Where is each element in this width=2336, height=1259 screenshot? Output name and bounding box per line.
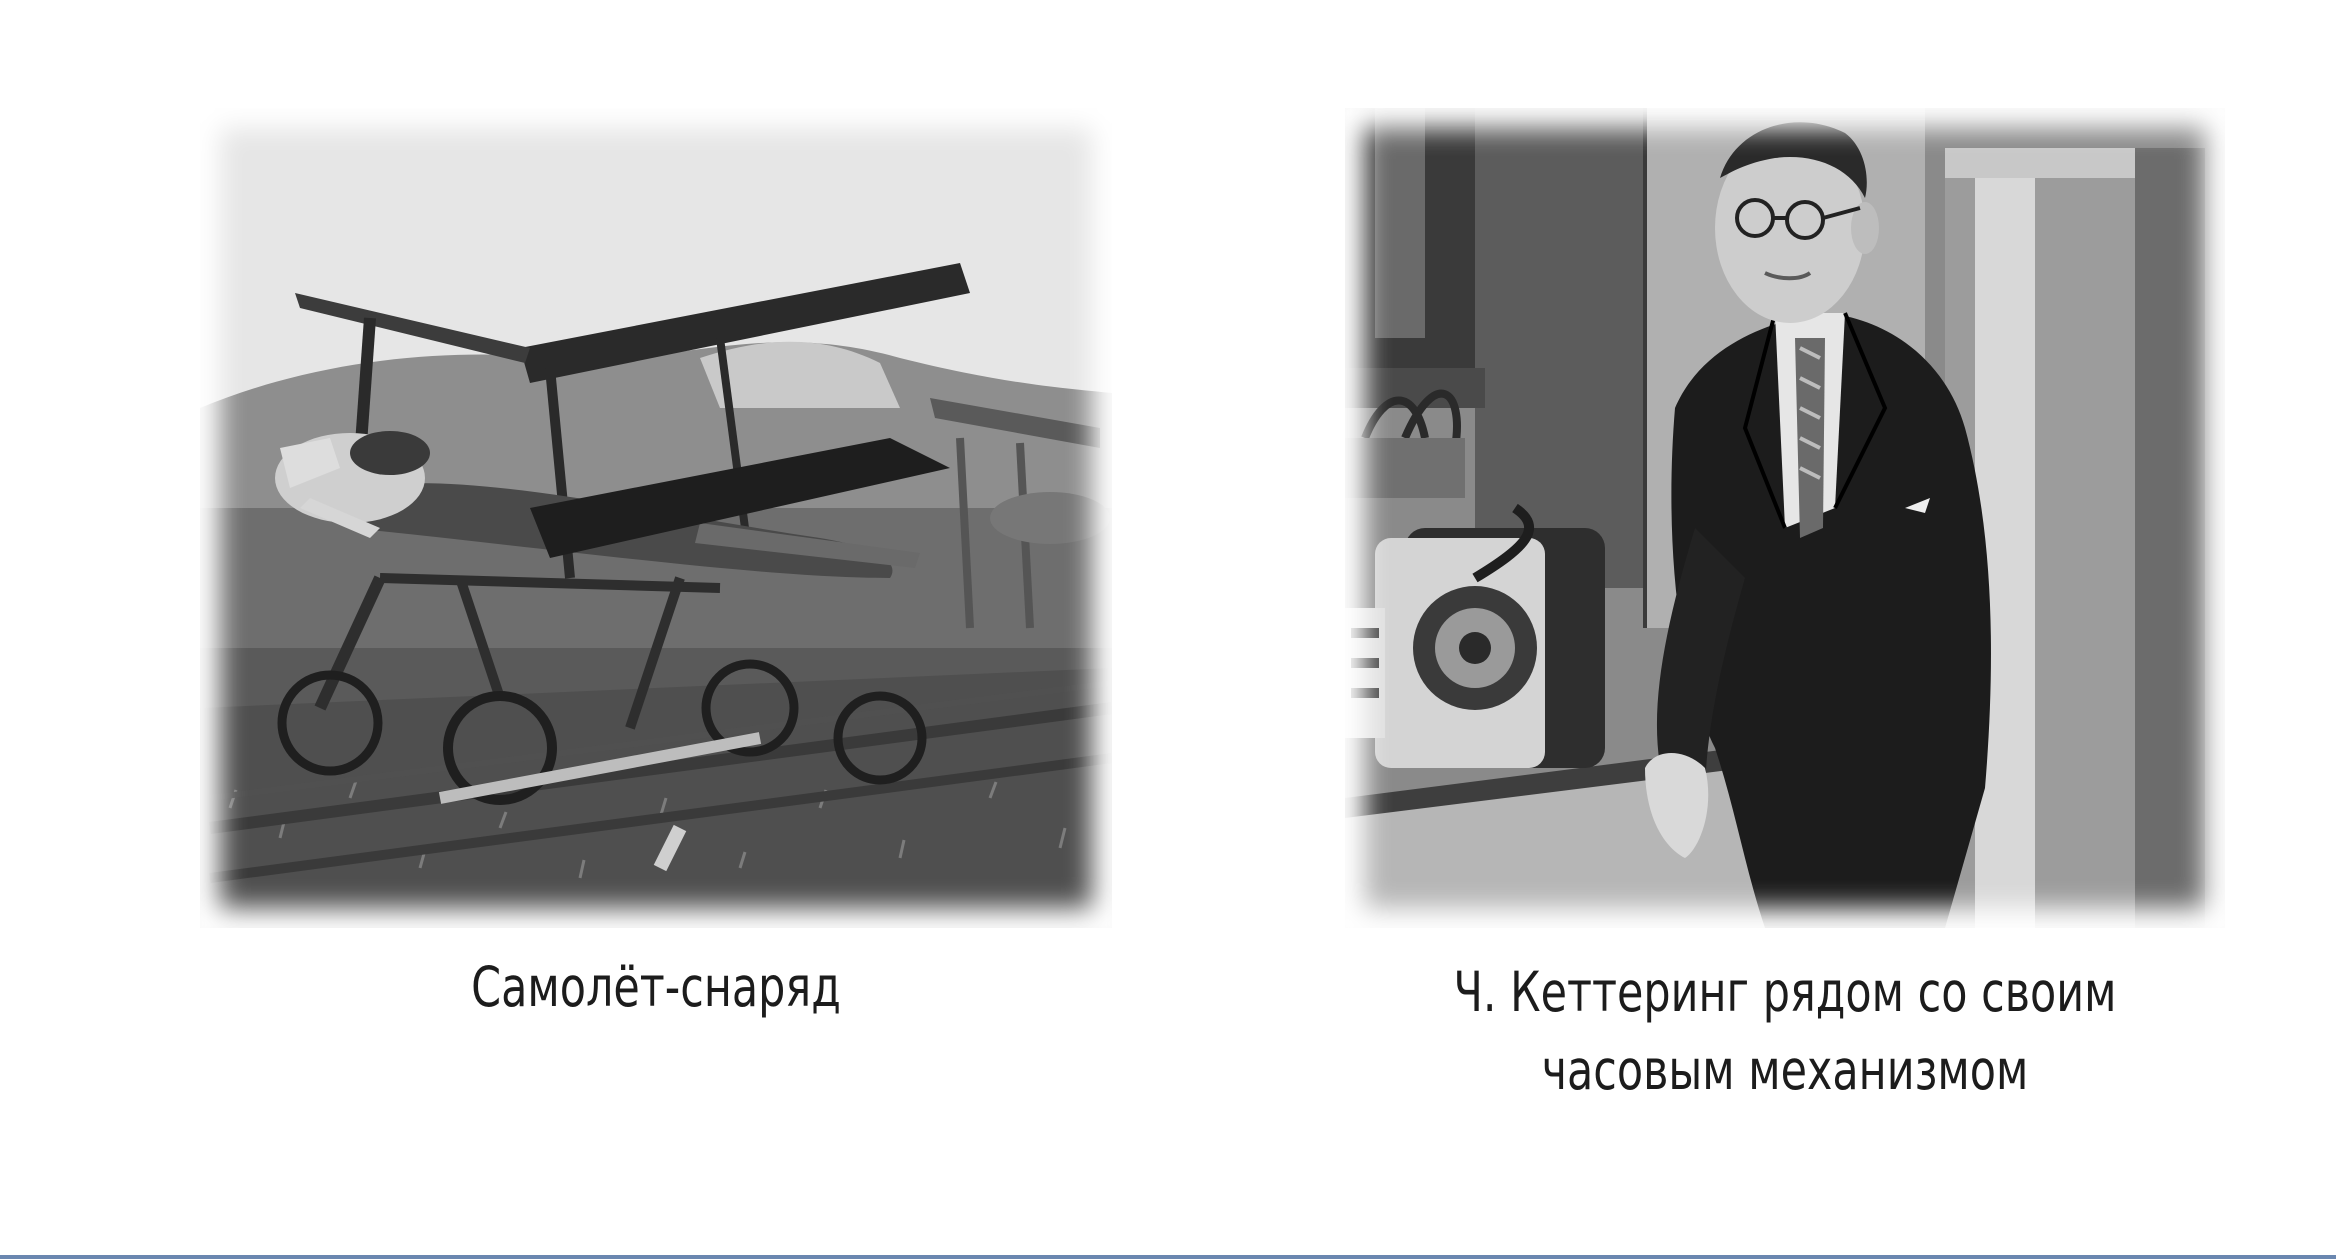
caption-kettering-line-2: часовым механизмом (1541, 1038, 2029, 1102)
caption-kettering (1391, 953, 2179, 1109)
caption-aerial-torpedo (300, 948, 1011, 1026)
caption-aerial-torpedo-text: Самолёт-снаряд (471, 955, 841, 1019)
kettering-illustration (1345, 108, 2225, 928)
aerial-torpedo-illustration (200, 108, 1112, 928)
caption-kettering-line-1: Ч. Кеттеринг рядом со своим (1453, 960, 2117, 1024)
photo-kettering (1345, 108, 2225, 928)
photo-aerial-torpedo (200, 108, 1112, 928)
bottom-accent-bar (0, 1255, 2336, 1259)
